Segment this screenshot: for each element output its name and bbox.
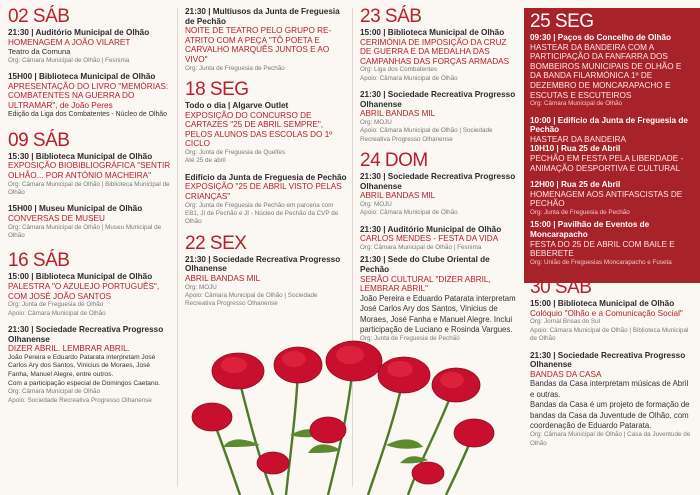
event-title: SERÃO CULTURAL "DIZER ABRIL, LEMBRAR ABRIL" xyxy=(360,274,491,294)
event-organizer: Org: Câmara Municipal de Olhão | Fesnima xyxy=(8,56,130,64)
event xyxy=(8,204,172,240)
event-time-venue: 21:30 | Multiusos da Junta de Freguesia de Pechão xyxy=(185,7,340,26)
event-time-venue: 21:30 | Sociedade Recreativa Progresso Olhanense xyxy=(185,254,341,274)
event-title: ABRIL BANDAS MIL xyxy=(185,273,261,283)
event-organizer: Org: Câmara Municipal de Olhão xyxy=(530,100,623,108)
event xyxy=(8,72,172,120)
day-heading: 22 SEX xyxy=(185,232,247,254)
event-support: Apoio: Câmara Municipal de Olhão xyxy=(360,209,458,217)
event-time-venue: 21:30 | Sede do Clube Oriental de Pechão xyxy=(360,255,490,274)
event xyxy=(185,7,347,73)
event-title: CERIMÓNIA DE IMPOSIÇÃO DA CRUZ DE GUERRA E DA MEDALHA DAS CAMPANHAS DAS FORÇAS ARMADAS xyxy=(360,37,510,66)
event-time-venue: 12H00 | Rua 25 de Abril xyxy=(530,180,621,190)
event xyxy=(360,90,519,144)
event-support: Apoio: Câmara Municipal de Olhão | Sociedade Recreativa Progresso Olhanense xyxy=(185,291,318,308)
event-title: DIZER ABRIL. LEMBRAR ABRIL. xyxy=(8,344,130,354)
day-heading: 16 SÁB xyxy=(8,250,70,272)
event-organizer: Org: Junta de Freguesia de Pechão em parceria com EB1, JI de Pechão e JI - Núcleo de Pechão da CVP de Olhão xyxy=(185,201,339,226)
day-heading: 30 SÁB xyxy=(530,277,592,299)
event-organizer: Org: Junta de Freguesia de Quelfes xyxy=(185,148,286,156)
event-title: NOITE DE TEATRO PELO GRUPO RE-ATRITO COM A PEÇA "TÔ POETA E CARVALHO MARQUÊS JUNTOS E AO VIVO" xyxy=(185,26,332,64)
event-title: APRESENTAÇÃO DO LIVRO "MEMÓRIAS: COMBATENTES NA GUERRA DO ULTRAMAR", de João Peres xyxy=(8,81,169,110)
event-title: HOMENAGEM AOS ANTIFASCISTAS DE PECHÃO xyxy=(530,189,683,209)
day-heading: 09 SÁB xyxy=(8,129,70,151)
day-heading: 24 DOM xyxy=(360,150,428,172)
event-title: EXPOSIÇÃO BIOBIBLIOGRÁFICA "SENTIR OLHÃO... POR ANTÓNIO MACHEIRA" xyxy=(8,161,171,180)
event-support: Apoio: Câmara Municipal de Olhão | Biblioteca Municipal de Olhão xyxy=(530,326,689,343)
event-time-venue: 21:30 | Sociedade Recreativa Progresso Olhanense xyxy=(360,90,516,109)
event-time-venue: Edifício da Junta de Freguesia de Pechão xyxy=(185,172,347,182)
column-1 xyxy=(0,0,177,495)
event-organizer: Org: Câmara Municipal de Olhão | Biblioteca Municipal de Olhão xyxy=(8,180,170,196)
event-time-venue: 15:00 | Biblioteca Municipal de Olhão xyxy=(8,272,153,282)
event-title: HASTEAR DA BANDEIRA COM A PARTICIPAÇÃO DA FANFARRA DOS BOMBEIROS MUNICIPAIS DE OLHÃO E DA BANDA FILARMÓNICA 1º DE DEZEMBRO DE MONCARAPACHO E ESCUTAS E ESCUTEIROS xyxy=(530,42,682,100)
day-heading: 25 SEG xyxy=(530,11,594,32)
event-title: EXPOSIÇÃO "25 DE ABRIL VISTO PELAS CRIANÇAS" xyxy=(185,182,342,201)
event-time-venue: Todo o dia | Algarve Outlet xyxy=(185,100,289,110)
event-time-venue: 21:30 | Auditório Municipal de Olhão xyxy=(8,28,150,37)
event-dates: Até 25 de abril xyxy=(185,157,226,165)
event-title: FESTA DO 25 DE ABRIL COM BAILE E BEBERETE xyxy=(530,239,675,259)
event-organizer: Org: Liga dos Combatentes xyxy=(360,66,438,74)
event xyxy=(360,255,519,343)
day-heading: 18 SEG xyxy=(185,78,249,100)
event-time-venue: 21:30 | Sociedade Recreativa Progresso Olhanense xyxy=(530,350,686,370)
event-organizer: Org: Câmara Municipal de Olhão | Museu Municipal de Olhão xyxy=(8,223,162,239)
event-title: PECHÃO EM FESTA PELA LIBERDADE - ANIMAÇÃO DESPORTIVA E CULTURAL xyxy=(530,153,684,173)
column-4 xyxy=(524,0,700,495)
event-title: EXPOSIÇÃO DO CONCURSO DE CARTAZES "25 DE ABRIL SEMPRE", PELOS ALUNOS DAS ESCOLAS DO 1º CICLO xyxy=(185,110,333,149)
event-organizer: Org: Câmara Municipal de Olhão xyxy=(8,388,101,396)
event-time-venue: 15:00 | Biblioteca Municipal de Olhão xyxy=(530,299,675,309)
event xyxy=(8,28,172,65)
event xyxy=(530,299,692,343)
event-description: João Pereira e Eduardo Patarata interpretam José Carlos Ary dos Santos, Vinicius de Moraes, José Fanha e Manuel Alegre. Inclui participação de Luciano e Rosinda Vargues. xyxy=(360,293,516,334)
event-time-venue: 10:00 | Edifício da Junta de Freguesia de Pechão xyxy=(530,115,688,135)
event-title: ABRIL BANDAS MIL xyxy=(360,109,436,119)
event-support: Apoio: Sociedade Recreativa Progresso Olhanense xyxy=(8,396,152,404)
event-description: Edição da Liga dos Combatentes - Núcleo de Olhão xyxy=(8,111,167,119)
red-section xyxy=(530,7,692,267)
event xyxy=(360,225,519,253)
day-heading: 23 SÁB xyxy=(360,6,422,27)
event-organizer: Org: União de Freguesias Moncarapacho e Fuseta xyxy=(530,258,672,266)
event-description: Com a participação especial de Domingos Caetano. xyxy=(8,379,161,387)
event-time-venue: 21:30 | Sociedade Recreativa Progresso Olhanense xyxy=(360,172,516,191)
event-description: Bandas da Casa interpretam músicas de Abril e outras. xyxy=(530,379,689,399)
event xyxy=(530,33,692,109)
event-organizer: Org: Junta de Freguesia de Pechão xyxy=(530,208,630,216)
event-title: HOMENAGEM A JOÃO VILARET xyxy=(8,37,131,47)
event-support: Apoio: Câmara Municipal de Olhão | Sociedade Recreativa Progresso Olhanense xyxy=(360,127,493,143)
event xyxy=(530,351,692,449)
event-title: ABRIL BANDAS MIL xyxy=(360,191,436,201)
event xyxy=(8,272,172,318)
event-title: PALESTRA "O AZULEJO PORTUGUÊS", COM JOSÉ JOÃO SANTOS xyxy=(8,281,160,301)
day-heading: 02 SÁB xyxy=(8,6,70,27)
event-organizer: Org: Junta de Freguesia de Pechão xyxy=(185,64,285,72)
event-time-venue: 15:00 | Biblioteca Municipal de Olhão xyxy=(360,28,505,37)
event-organizer: Org: MOJU xyxy=(360,200,392,208)
event xyxy=(530,220,692,267)
event-organizer: Org: Junta de Freguesia de Pechão xyxy=(360,335,460,343)
event-description: João Pereira e Eduardo Patarata interpretam José Carlos Ary dos Santos, Vinicius de Moraes, José Fanha, Manuel Alegre, entre outros. xyxy=(8,353,156,378)
event-time-venue: 15:30 | Biblioteca Municipal de Olhão xyxy=(8,151,153,161)
event-time-venue: 15:00 | Pavilhão de Eventos de Moncarapacho xyxy=(530,220,650,239)
event-title: HASTEAR DA BANDEIRA xyxy=(530,134,626,144)
event xyxy=(360,28,519,83)
event-time-venue: 15H00 | Museu Municipal de Olhão xyxy=(8,204,143,214)
carnations-illustration xyxy=(178,335,508,495)
event-support: Apoio: Câmara Municipal de Olhão xyxy=(8,309,106,317)
event-title: CONVERSAS DE MUSEU xyxy=(8,213,105,223)
event-title: BANDAS DA CASA xyxy=(530,369,602,379)
event xyxy=(530,180,692,217)
event-time-venue: 21:30 | Auditório Municipal de Olhão xyxy=(360,224,502,234)
event-organizer: Org: Câmara Municipal de Olhão | Fesnima xyxy=(360,243,482,251)
event-time-venue: 15H00 | Biblioteca Municipal de Olhão xyxy=(8,72,156,81)
event-time-venue: 09:30 | Paços do Concelho de Olhão xyxy=(530,33,672,42)
event-organizer: Org: MOJU xyxy=(185,283,217,291)
event-title: Colóquio "Olhão e a Comunicação Social" xyxy=(530,308,683,318)
event xyxy=(530,116,692,174)
event-description: Bandas da Casa é um projeto de formação de bandas da Casa da Juventude de Olhão, com coordenação de Eduardo Patarata. xyxy=(530,400,690,430)
event xyxy=(8,152,172,198)
event xyxy=(185,173,347,227)
event-time-venue: 21:30 | Sociedade Recreativa Progresso Olhanense xyxy=(8,324,164,344)
event xyxy=(8,325,172,405)
event-organizer: Org: Jornal Brisas do Sul xyxy=(530,318,600,326)
event xyxy=(185,101,347,166)
event-support: Apoio: Câmara Municipal de Olhão xyxy=(360,74,458,82)
event-organizer: Org: Junta de Freguesia de Olhão xyxy=(8,301,104,309)
event xyxy=(185,255,347,309)
event-organizer: Org: Câmara Municipal de Olhão | Casa da Juventude de Olhão xyxy=(530,431,691,447)
event-title: CARLOS MENDES - FESTA DA VIDA xyxy=(360,234,499,244)
event-time-venue: 10H10 | Rua 25 de Abril xyxy=(530,144,621,154)
event-organizer: Org: MOJU xyxy=(360,118,392,126)
event-description: Teatro da Comuna xyxy=(8,47,71,57)
event xyxy=(360,172,519,218)
